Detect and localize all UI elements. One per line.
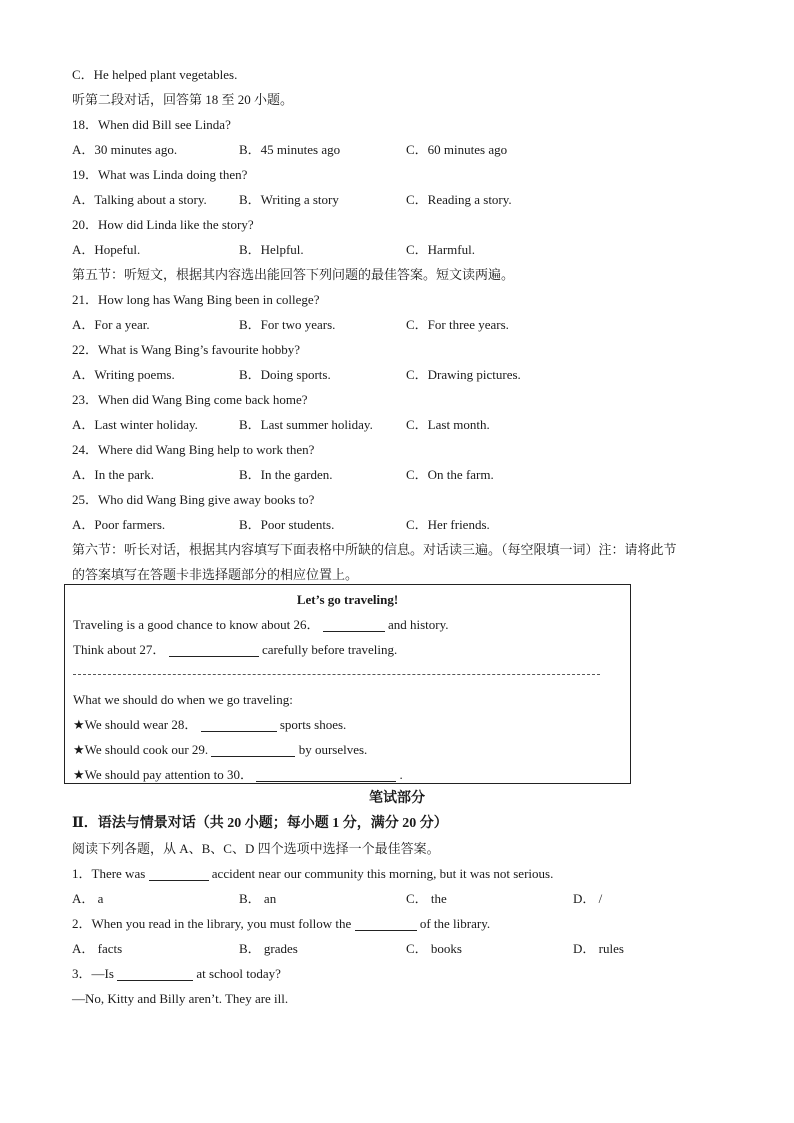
- w-q1-question: [72, 861, 722, 886]
- blank-29[interactable]: [211, 742, 295, 757]
- q18-question: 18．When did Bill see Linda?: [72, 117, 231, 132]
- table-row-26: [73, 612, 630, 637]
- part2-intro: 听第二段对话，回答第 18 至 20 小题。: [72, 92, 294, 107]
- q24-option-a: A．In the park.: [72, 467, 154, 482]
- row28-text-before: ★We should wear 28．: [73, 717, 198, 732]
- w-q2-question: [72, 911, 722, 936]
- travel-info-table: [64, 584, 631, 784]
- q22-option-a: A．Writing poems.: [72, 367, 175, 382]
- blank-28[interactable]: [201, 717, 277, 732]
- w-q2-options: [72, 936, 722, 961]
- part2-title: Ⅱ．语法与情景对话（共 20 小题；每小题 1 分，满分 20 分）: [72, 816, 448, 831]
- q20-options: [72, 237, 722, 262]
- w-q2-option-a: A． facts: [72, 941, 123, 956]
- q24-option-c: C．On the farm.: [406, 467, 494, 482]
- q17-option-c: C．He helped plant vegetables.: [72, 67, 238, 82]
- section6-intro-line1: 第六节：听长对话，根据其内容填写下面表格中所缺的信息。对话读三遍。（每空限填一词）注：请将此节: [72, 542, 677, 557]
- w-q3-text-before: 3．—Is: [72, 966, 118, 981]
- w-q1-option-c: C． the: [406, 891, 447, 906]
- q23-option-c: C．Last month.: [406, 417, 490, 432]
- q19-options: [72, 187, 722, 212]
- q23-option-b: B．Last summer holiday.: [239, 417, 373, 432]
- table-title: Let’s go traveling!: [296, 592, 399, 607]
- q23-option-a: A．Last winter holiday.: [72, 417, 198, 432]
- blank-30[interactable]: [256, 767, 396, 782]
- q25-option-b: B．Poor students.: [239, 517, 335, 532]
- row28-text-after: sports shoes.: [279, 717, 347, 732]
- q24-options: [72, 462, 722, 487]
- table-row-27: [73, 637, 630, 662]
- table-row-30: [73, 762, 630, 787]
- q21-option-c: C．For three years.: [406, 317, 509, 332]
- q18-option-b: B．45 minutes ago: [239, 142, 341, 157]
- q22-option-c: C．Drawing pictures.: [406, 367, 521, 382]
- row29-text-before: ★We should cook our 29.: [73, 742, 209, 757]
- w-q2-option-d: D． rules: [573, 941, 624, 956]
- q25-options: [72, 512, 722, 537]
- written-section: [72, 786, 722, 1011]
- q19-option-b: B．Writing a story: [239, 192, 339, 207]
- table-divider: [73, 662, 630, 687]
- w-q1-options: [72, 886, 722, 911]
- table-intro: What we should do when we go traveling:: [73, 692, 293, 707]
- w-q1-text-after: accident near our community this morning, but it was not serious.: [211, 866, 554, 881]
- q19-option-a: A．Talking about a story.: [72, 192, 207, 207]
- q22-question: 22．What is Wang Bing’s favourite hobby?: [72, 342, 300, 357]
- q18-option-c: C．60 minutes ago: [406, 142, 508, 157]
- blank-27[interactable]: [169, 642, 259, 657]
- row26-text-before: Traveling is a good chance to know about 26．: [73, 617, 320, 632]
- grammar-instruction: 阅读下列各题，从 A、B、C、D 四个选项中选择一个最佳答案。: [72, 841, 440, 856]
- q20-option-b: B．Helpful.: [239, 242, 304, 257]
- w-q2-option-b: B． grades: [239, 941, 298, 956]
- w-q2-option-c: C． books: [406, 941, 462, 956]
- q25-option-c: C．Her friends.: [406, 517, 490, 532]
- q25-question: 25．Who did Wang Bing give away books to?: [72, 492, 315, 507]
- q24-question: 24．Where did Wang Bing help to work then?: [72, 442, 315, 457]
- section6-intro-line2: 的答案填写在答题卡非选择题部分的相应位置上。: [72, 567, 359, 582]
- exam-page: [72, 62, 722, 587]
- row27-text-before: Think about 27．: [73, 642, 166, 657]
- q21-option-b: B．For two years.: [239, 317, 336, 332]
- blank-26[interactable]: [323, 617, 385, 632]
- table-row-29: [73, 737, 630, 762]
- w-q3-text-after: at school today?: [196, 966, 281, 981]
- q23-options: [72, 412, 722, 437]
- q19-option-c: C．Reading a story.: [406, 192, 512, 207]
- w-q1-option-b: B． an: [239, 891, 277, 906]
- row29-text-after: by ourselves.: [298, 742, 368, 757]
- section5-intro: 第五节：听短文，根据其内容选出能回答下列问题的最佳答案。短文读两遍。: [72, 267, 515, 282]
- w-q2-blank[interactable]: [355, 916, 417, 931]
- w-q1-option-a: A． a: [72, 891, 104, 906]
- q19-question: 19．What was Linda doing then?: [72, 167, 248, 182]
- q21-question: 21．How long has Wang Bing been in college?: [72, 292, 320, 307]
- q21-option-a: A．For a year.: [72, 317, 150, 332]
- row26-text-after: and history.: [387, 617, 449, 632]
- w-q2-text-before: 2．When you read in the library, you must follow the: [72, 916, 355, 931]
- w-q1-option-d: D． /: [573, 891, 603, 906]
- row30-text-after: .: [399, 767, 403, 782]
- q20-option-c: C．Harmful.: [406, 242, 475, 257]
- row30-text-before: ★We should pay attention to 30．: [73, 767, 253, 782]
- q25-option-a: A．Poor farmers.: [72, 517, 166, 532]
- w-q3-blank[interactable]: [117, 966, 193, 981]
- q18-option-a: A．30 minutes ago.: [72, 142, 178, 157]
- w-q3-question: [72, 961, 722, 986]
- w-q1-text-before: 1．There was: [72, 866, 149, 881]
- q23-question: 23．When did Wang Bing come back home?: [72, 392, 308, 407]
- q22-option-b: B．Doing sports.: [239, 367, 331, 382]
- row27-text-after: carefully before traveling.: [261, 642, 398, 657]
- q22-options: [72, 362, 722, 387]
- q20-question: 20．How did Linda like the story?: [72, 217, 254, 232]
- w-q2-text-after: of the library.: [419, 916, 491, 931]
- w-q3-response: —No, Kitty and Billy aren’t. They are ill.: [72, 991, 289, 1006]
- w-q1-blank[interactable]: [149, 866, 209, 881]
- q21-options: [72, 312, 722, 337]
- written-heading: 笔试部分: [369, 791, 425, 806]
- q24-option-b: B．In the garden.: [239, 467, 333, 482]
- q18-options: [72, 137, 722, 162]
- q20-option-a: A．Hopeful.: [72, 242, 141, 257]
- table-row-28: [73, 712, 630, 737]
